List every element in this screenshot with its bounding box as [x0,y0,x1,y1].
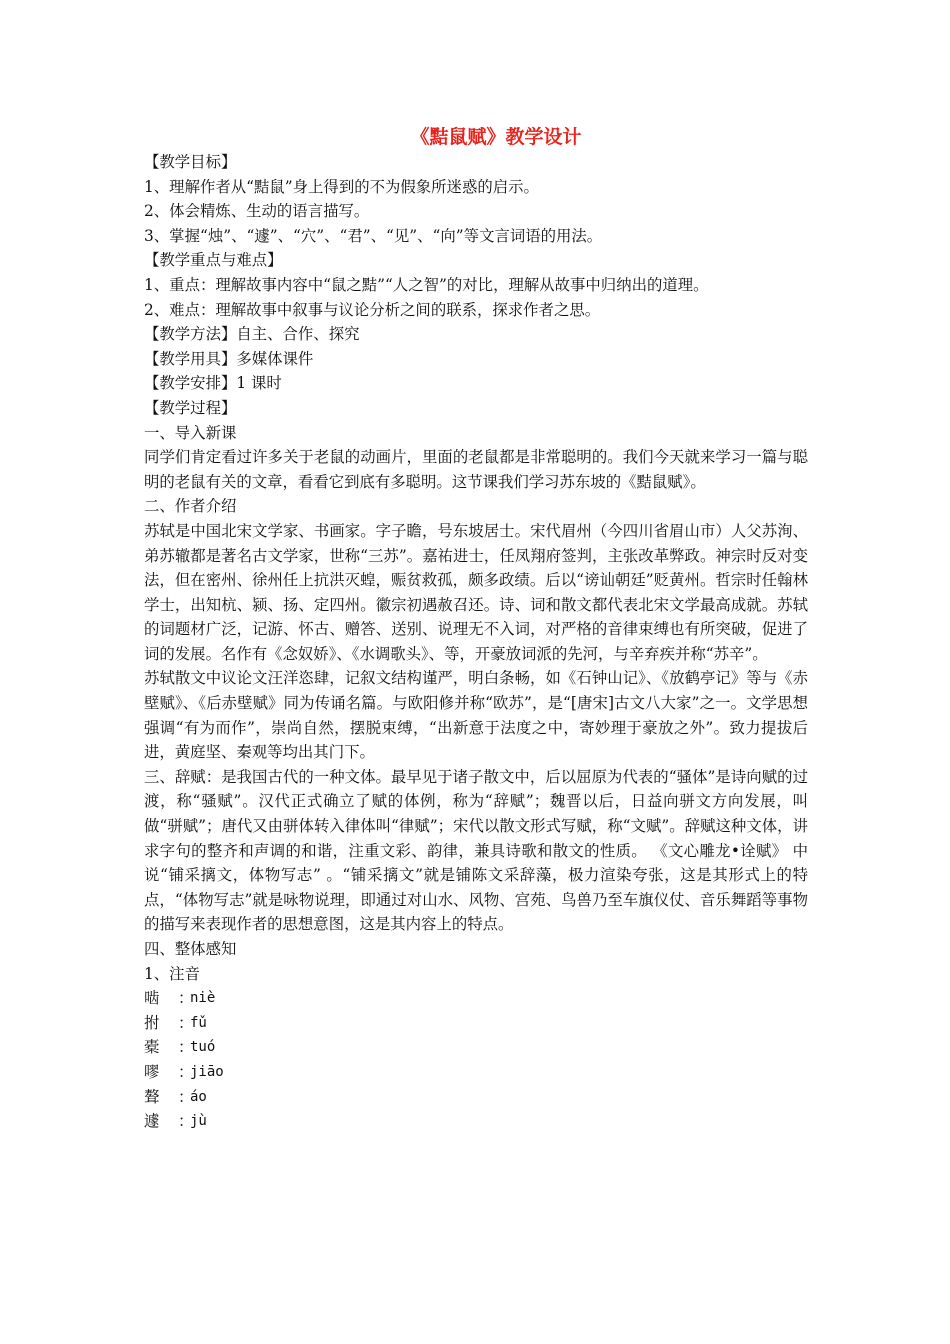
part2-paragraph: 苏轼是中国北宋文学家、书画家。字子瞻，号东坡居士。宋代眉州（今四川省眉山市）人父苏洵、弟苏辙都是著名古文学家，世称“三苏”。嘉祐进士，任凤翔府签判，主张改革弊政。神宗时反对变法，但在密州、徐州任上抗洪灭蝗，赈贫救孤，颇多政绩。后以“谤讪朝廷”贬黄州。哲宗时任翰林学士，出知杭、颍、扬、定四州。徽宗初遇赦召还。诗、词和散文都代表北宋文学最高成就。苏轼的词题材广泛，记游、怀古、赠答、送别、说理无不入词，对严格的音律束缚也有所突破，促进了词的发展。名作有《念奴娇》、《水调歌头》、等，开豪放词派的先河，与辛弃疾并称“苏辛”。 [144,521,808,663]
pinyin-reading: fǔ [190,1014,207,1031]
part2-paragraph: 苏轼散文中议论文汪洋恣肆，记叙文结构谨严，明白条畅，如《石钟山记》、《放鹤亭记》等与《赤壁赋》、《后赤壁赋》同为传诵名篇。与欧阳修并称“欧苏”，是“[唐宋]古文八大家”之一。文学思想强调“有为而作”，崇尚自然，摆脱束缚，“出新意于法度之中，寄妙理于豪放之外”。致力提拔后进，黄庭坚、秦观等均出其门下。 [144,669,808,762]
difficult-point: 2、难点：理解故事中叙事与议论分析之间的联系，探求作者之思。 [144,300,601,319]
document-title: 《黠鼠赋》教学设计 [410,126,582,148]
pinyin-row [144,986,808,1011]
pinyin-row [144,1085,808,1110]
goal-item: 2、体会精炼、生动的语言描写。 [144,202,370,221]
pinyin-colon: ： [178,989,194,1008]
part1-heading: 一、导入新课 [144,423,237,442]
pinyin-reading: jiāo [190,1063,224,1080]
part4-subheading: 1、注音 [144,964,200,983]
pinyin-colon: ： [178,1038,194,1057]
pinyin-row [144,1011,808,1036]
goal-item: 1、理解作者从“黠鼠”身上得到的不为假象所迷惑的启示。 [144,177,539,196]
pinyin-reading: áo [190,1088,207,1105]
goal-item: 3、掌握“烛”、“遽”、“穴”、“君”、“见”、“向”等文言词语的用法。 [144,226,603,245]
pinyin-colon: ： [178,1013,194,1032]
teaching-tools: 【教学用具】多媒体课件 [144,349,314,368]
part4-heading: 四、整体感知 [144,940,237,958]
pinyin-row [144,1060,808,1085]
pinyin-char: 橐 [144,1038,160,1057]
part2-heading: 二、作者介绍 [144,497,237,516]
pinyin-char: 遽 [144,1112,160,1131]
goals-heading: 【教学目标】 [144,153,237,171]
key-point: 1、重点：理解故事内容中“鼠之黠”“人之智”的对比，理解从故事中归纳出的道理。 [144,275,709,294]
keys-heading: 【教学重点与难点】 [144,251,283,270]
pinyin-colon: ： [178,1087,194,1106]
pinyin-reading: niè [190,990,216,1007]
pinyin-row [144,1035,808,1060]
teaching-schedule: 【教学安排】1 课时 [144,374,282,393]
pinyin-char: 嘐 [144,1062,160,1081]
teaching-method: 【教学方法】自主、合作、探究 [144,325,360,344]
pinyin-reading: tuó [190,1039,216,1056]
pinyin-list [144,986,808,1134]
pinyin-char: 啮 [144,989,160,1008]
part1-paragraph: 同学们肯定看过许多关于老鼠的动画片，里面的老鼠都是非常聪明的。我们今天就来学习一篇与聪明的老鼠有关的文章，看看它到底有多聪明。这节课我们学习苏东坡的《黠鼠赋》。 [144,448,808,491]
process-heading: 【教学过程】 [144,398,237,417]
pinyin-char: 拊 [144,1013,160,1032]
part3-paragraph: 三、辞赋：是我国古代的一种文体。最早见于诸子散文中，后以屈原为代表的“骚体”是诗向赋的过渡，称“骚赋”。汉代正式确立了赋的体例，称为“辞赋”；魏晋以后，日益向骈文方向发展，叫做“骈赋”；唐代又由骈体转入律体叫“律赋”；宋代以散文形式写赋，称“文赋”。辞赋这种文体，讲求字句的整齐和声调的和谐，注重文彩、韵律，兼具诗歌和散文的性质。 《文心雕龙•诠赋》 中说“铺采摛文，体物写志” 。“铺采摛文”就是铺陈文采辞藻，极力渲染夸张，这是其形式上的特点，“体物写志”就是咏物说理，即通过对山水、风物、宫苑、鸟兽乃至车旗仪仗、音乐舞蹈等事物的描写来表现作者的思想意图，这是其内容上的特点。 [144,767,808,934]
pinyin-colon: ： [178,1112,194,1131]
document-page [144,124,808,1134]
pinyin-row [144,1109,808,1134]
pinyin-reading: jù [190,1113,207,1130]
pinyin-char: 聱 [144,1087,160,1106]
pinyin-colon: ： [178,1062,194,1081]
